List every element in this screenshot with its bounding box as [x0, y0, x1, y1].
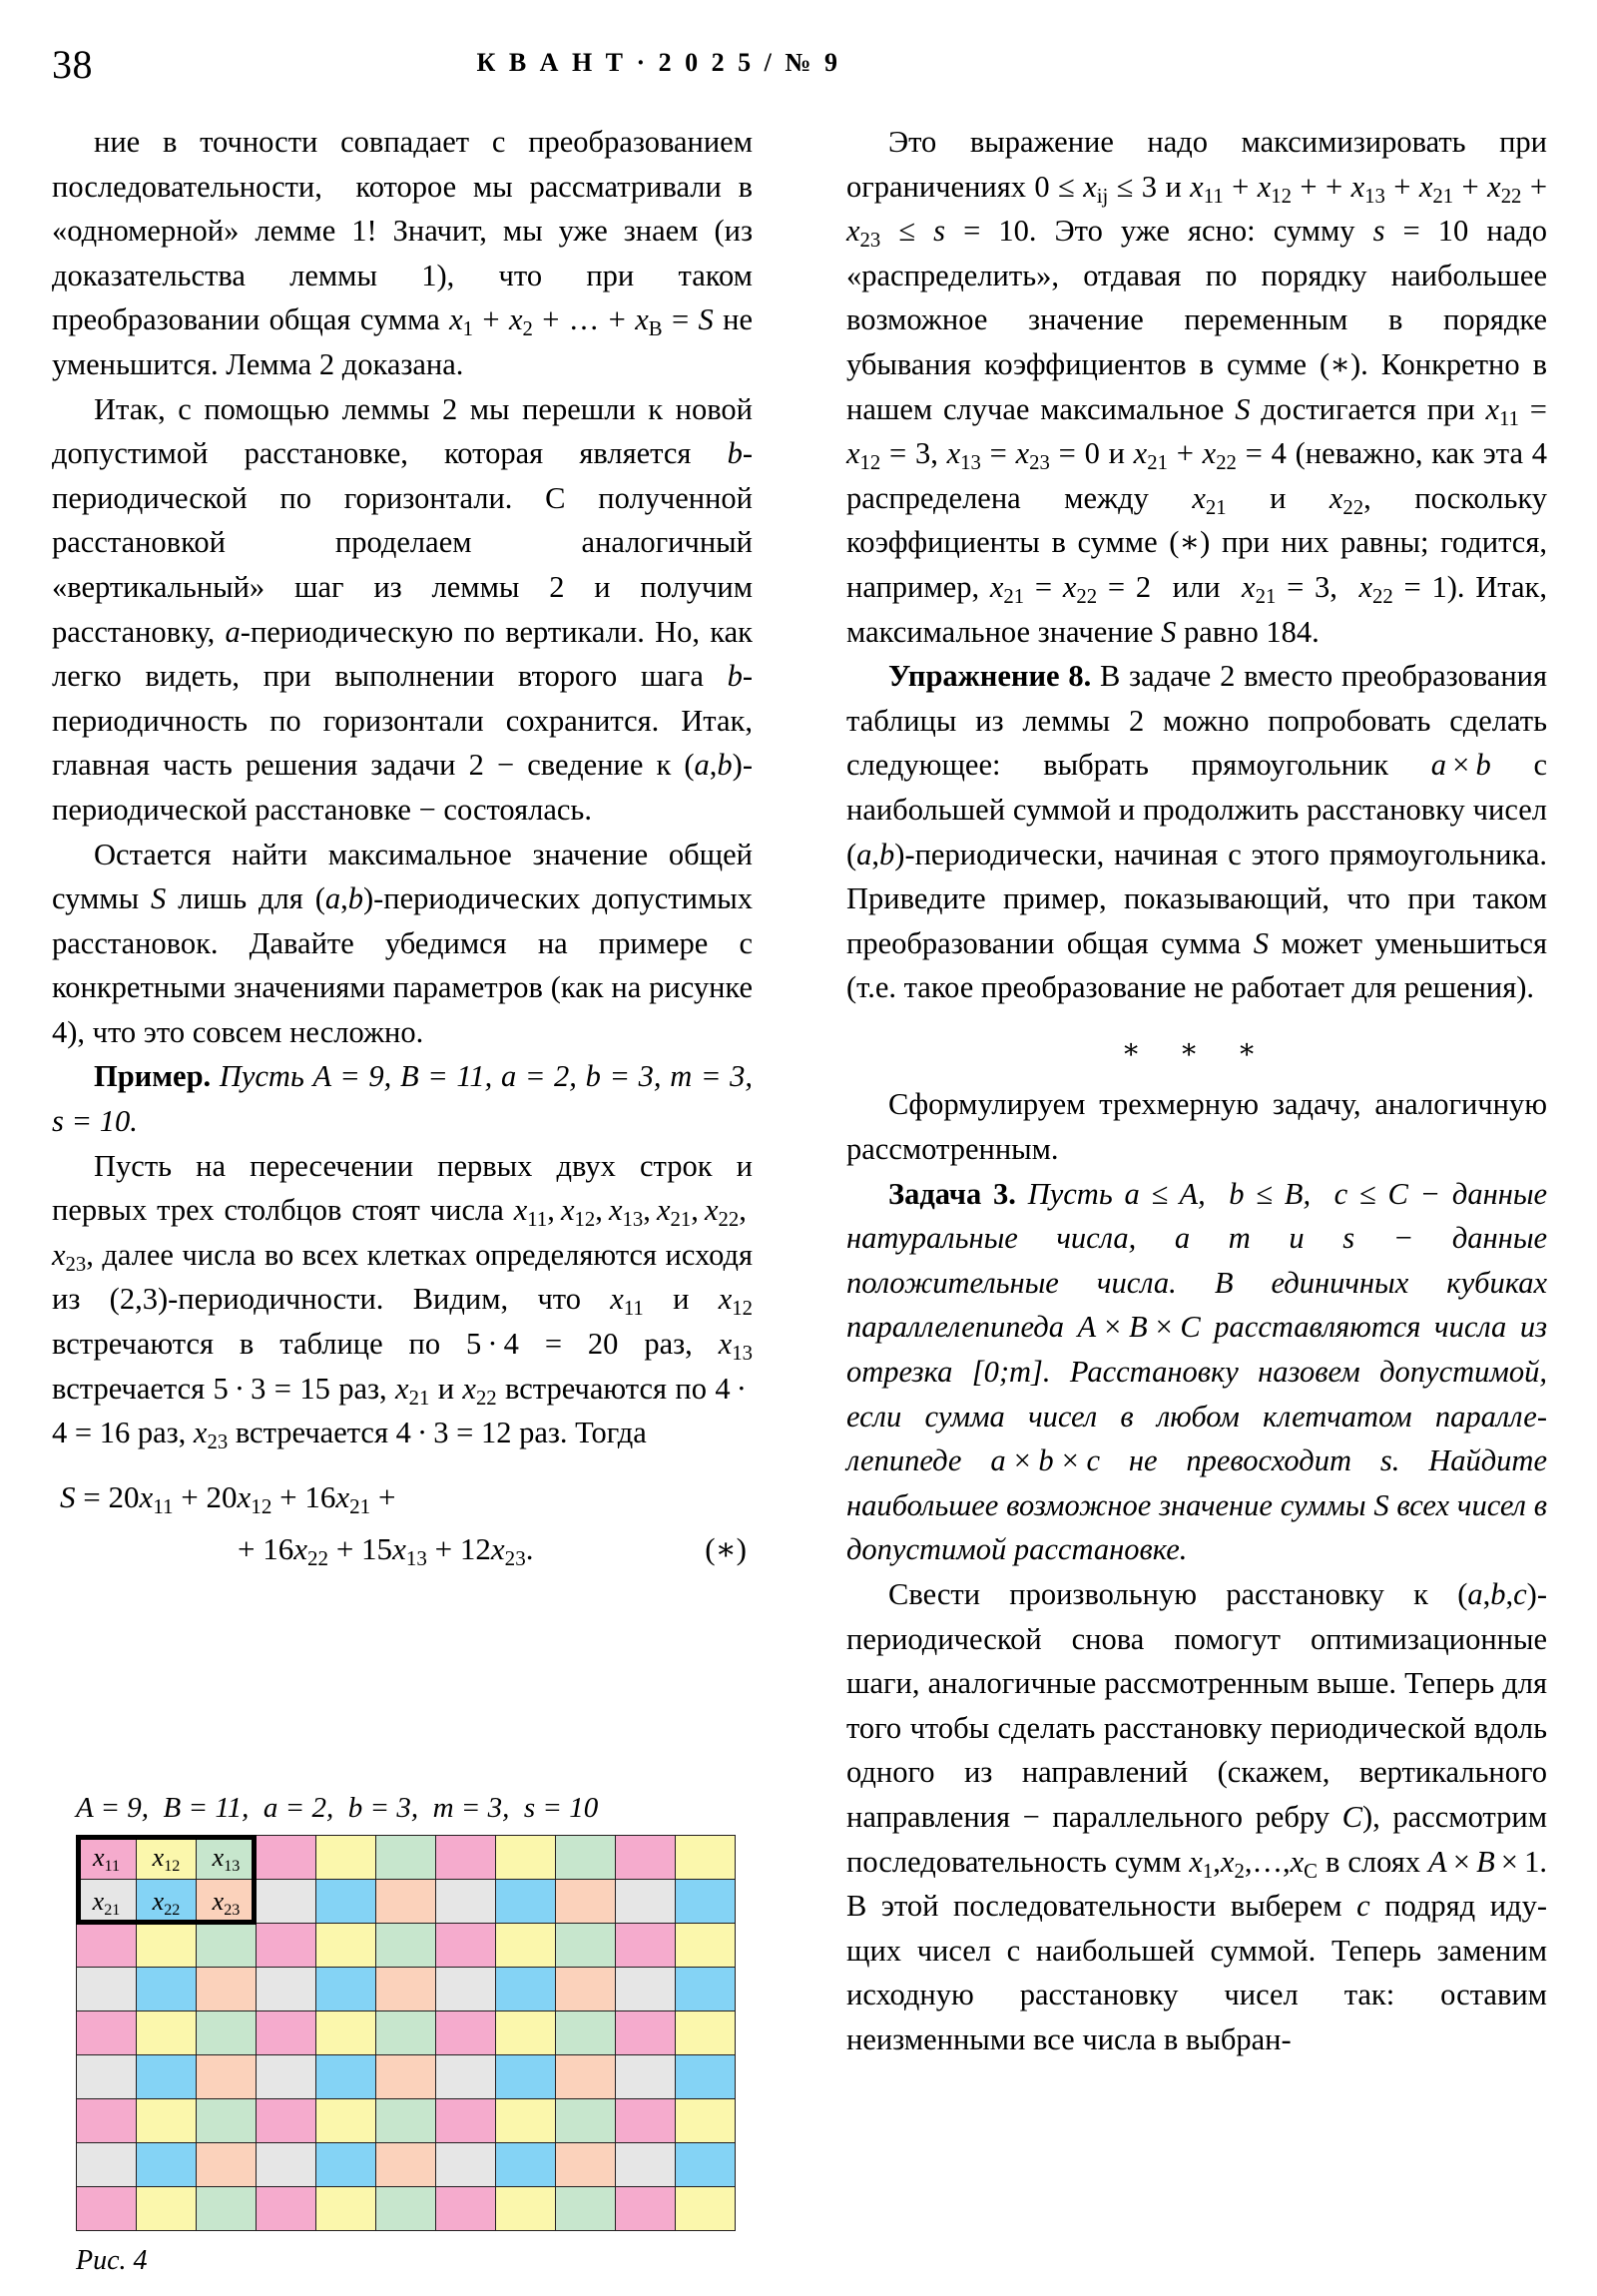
grid-cell — [137, 1924, 197, 1968]
grid-cell — [376, 1924, 436, 1968]
grid-cell — [556, 2099, 616, 2143]
grid-cell — [316, 2011, 376, 2055]
equation-line-2: + $16x_{22} + 15x_{13} + 12x_{23}$. — [238, 1530, 534, 1570]
grid-cell — [257, 1836, 316, 1880]
grid-cell — [436, 1968, 496, 2011]
grid-cell-labelled: $x_{22}$ — [137, 1880, 197, 1924]
grid-cell — [376, 1968, 436, 2011]
grid-cell — [496, 2055, 556, 2099]
grid-cell — [376, 2099, 436, 2143]
grid-cell — [257, 2011, 316, 2055]
section-separator-asterisks: ∗ ∗ ∗ — [1121, 1033, 1273, 1065]
grid-cell — [676, 2011, 736, 2055]
grid-cell — [376, 2011, 436, 2055]
grid-cell — [257, 2187, 316, 2231]
paragraph-problem-3 — [846, 1172, 1547, 1572]
grid-cell — [556, 1880, 616, 1924]
grid-cell — [676, 2143, 736, 2187]
grid-cell — [556, 1968, 616, 2011]
grid-cell — [676, 1836, 736, 1880]
grid-cell — [137, 2099, 197, 2143]
grid-cell — [556, 2143, 616, 2187]
grid-cell — [316, 2187, 376, 2231]
equation-line-1: $S = 20x_{11} + 20x_{12} + 16x_{21}$ + — [60, 1478, 396, 1518]
grid-cell — [316, 2143, 376, 2187]
page-number: 38 — [52, 42, 93, 87]
grid-cell — [616, 2011, 676, 2055]
figure-parameters: A = 9, B = 11, a = 2, b = 3, m = 3, s = 10 — [76, 1792, 599, 1824]
page-header — [0, 42, 1597, 92]
grid-cell-labelled: $x_{11}$ — [77, 1836, 137, 1880]
grid-cell — [676, 2187, 736, 2231]
grid-cell — [77, 2187, 137, 2231]
grid-cell — [77, 1924, 137, 1968]
equation-tag: (∗) — [705, 1530, 747, 1566]
grid-cell — [376, 2143, 436, 2187]
grid-cell — [496, 1924, 556, 1968]
grid-cell — [496, 1836, 556, 1880]
grid-cell — [77, 2143, 137, 2187]
paragraph-reduction-3d: Свести произвольную расстановку к (a,b,c)-периодической снова помогут оптимизационные шаги, аналогичные рассмотренным выше. Теперь для того чтобы сделать расстановку периодической вдоль одного из направлений (скажем, вертикального направления − параллельного ребру C), рассмотрим последовательность сумм $x_1,x_2,\dots,x_C$ в слоях A × B × 1. В этой последовательности выберем c подряд идущих чисел с наибольшей суммой. Теперь заменим исходную расстановку чисел так: оставим неизменными все числа в выбран- — [846, 1577, 1547, 2056]
grid-cell — [616, 2187, 676, 2231]
grid-cell — [197, 2055, 257, 2099]
grid-cell — [616, 1880, 676, 1924]
grid-cell — [257, 1968, 316, 2011]
grid-row — [77, 1924, 736, 1968]
grid-cell — [77, 1968, 137, 2011]
grid-cell — [77, 2099, 137, 2143]
grid-cell — [257, 2055, 316, 2099]
grid-cell — [376, 2055, 436, 2099]
grid-cell — [556, 2011, 616, 2055]
grid-cell — [197, 2187, 257, 2231]
grid-cell-labelled: $x_{21}$ — [77, 1880, 137, 1924]
paragraph-lemma2-proof: ние в точности совпадает с преобразованием последовательности, которое мы рассматривали в «одномерной» лемме 1! Значит, мы уже знаем (из доказательства леммы 1), что при таком преобразовании общая сумма $x_1 + x_2$ + … + $x_B = S$ не уменьшится. Лемма 2 доказана. — [52, 125, 753, 381]
grid-row — [77, 2187, 736, 2231]
grid-cell — [137, 2143, 197, 2187]
grid-cell — [197, 2011, 257, 2055]
grid-cell — [316, 2099, 376, 2143]
grid-cell-labelled: $x_{13}$ — [197, 1836, 257, 1880]
grid-cell — [376, 1880, 436, 1924]
grid-cell — [137, 1968, 197, 2011]
grid-cell — [616, 2099, 676, 2143]
figure-4 — [52, 1789, 753, 2277]
grid-cell — [436, 1924, 496, 1968]
grid-cell — [316, 1836, 376, 1880]
paragraph-example-intro — [52, 1054, 753, 1143]
grid-cell — [137, 2055, 197, 2099]
grid-cell — [316, 1968, 376, 2011]
grid-cell — [376, 2187, 436, 2231]
left-column — [52, 120, 753, 1581]
problem-3-statement: Пусть a ≤ A, b ≤ B, c ≤ C − данные натуральные числа, а m и s − данные положительные числа. В единичных кубиках параллелепипеда A × B × C расставляются числа из отрезка [0;m]. Расстановку назовем допустимой, если сумма чисел в любом клетчатом параллелепипеде a × b × c не превосходит s. Найдите наибольшее возможное значение суммы S всех чисел в допустимой расстановке. — [846, 1176, 1548, 1567]
grid-cell — [137, 2187, 197, 2231]
grid-cell — [197, 1968, 257, 2011]
grid-cell — [616, 1836, 676, 1880]
grid-cell — [257, 1880, 316, 1924]
grid-cell — [257, 1924, 316, 1968]
grid-cell — [316, 1880, 376, 1924]
paragraph-exercise-8: Упражнение 8. В задаче 2 вместо преобразования таблицы из леммы 2 можно попробовать сделать следующее: выбрать прямоугольник a × b с наибольшей суммой и продолжить расстановку чисел (a,b)-периодически, начиная с этого прямоугольника. Приведите пример, показывающий, что при таком преобразовании общая сумма S может уменьшиться (т.е. такое преобразование не работает для решения). — [846, 659, 1548, 1005]
grid-cell — [257, 2099, 316, 2143]
grid-cell — [496, 2187, 556, 2231]
grid-cell — [436, 2099, 496, 2143]
grid-row — [77, 1968, 736, 2011]
periodic-grid — [76, 1835, 736, 2231]
grid-cell — [676, 1880, 736, 1924]
grid-cell — [197, 2143, 257, 2187]
grid-cell — [496, 1880, 556, 1924]
grid-cell — [616, 1924, 676, 1968]
grid-row — [77, 2099, 736, 2143]
figure-caption: Рис. 4 — [76, 2245, 148, 2276]
grid-cell — [616, 2055, 676, 2099]
grid-cell — [676, 2055, 736, 2099]
grid-cell — [316, 1924, 376, 1968]
example-statement: Пусть A = 9, B = 11, a = 2, b = 3, m = 3, s = 10. — [52, 1059, 753, 1139]
paragraph-example-body: Пусть на пересечении первых двух строк и первых трех столбцов стоят числа $x_{11}$, $x_{12}$, $x_{13}$, $x_{21}$, $x_{22}$, $x_{23}$, далее числа во всех клетках определяются исходя из (2,3)-периодичности. Видим, что $x_{11}$ и $x_{12}$ встречаются в таблице по 5 · 4 = 20 раз, $x_{13}$ встречается 5 · 3 = 15 раз, $x_{21}$ и $x_{22}$ встречаются по 4 · 4 = 16 раз, $x_{23}$ встречается 4 · 3 = 12 раз. Тогда — [52, 1148, 753, 1454]
right-column — [846, 120, 1547, 2062]
grid-cell — [77, 2011, 137, 2055]
problem-3-label: Задача 3. — [888, 1176, 1016, 1211]
grid-cell — [676, 1968, 736, 2011]
grid-cell — [436, 2011, 496, 2055]
grid-cell — [676, 2099, 736, 2143]
grid-cell — [556, 1924, 616, 1968]
grid-cell — [257, 2143, 316, 2187]
displayed-equation — [52, 1471, 753, 1575]
grid-cell-labelled: $x_{23}$ — [197, 1880, 257, 1924]
grid-row — [77, 2143, 736, 2187]
grid-cell — [197, 1924, 257, 1968]
figure-grid-wrapper — [52, 1835, 753, 2231]
journal-title-line: К В А Н Т · 2 0 2 5 / № 9 — [476, 48, 841, 77]
paragraph-remaining-task: Остается найти максимальное значение общей суммы S лишь для (a,b)-периодических допустимых расстановок. Давайте убедимся на примере с конкретными значениями параметров (как на рисунке 4), что это совсем несложно. — [52, 837, 753, 1049]
grid-row — [77, 2011, 736, 2055]
grid-row — [77, 2055, 736, 2099]
grid-cell — [556, 1836, 616, 1880]
grid-row — [77, 1880, 736, 1924]
example-label: Пример. — [94, 1059, 212, 1094]
grid-cell — [616, 2143, 676, 2187]
grid-cell — [496, 1968, 556, 2011]
grid-cell — [496, 2011, 556, 2055]
grid-cell — [496, 2143, 556, 2187]
grid-cell — [197, 2099, 257, 2143]
grid-cell — [436, 1836, 496, 1880]
grid-cell — [556, 2055, 616, 2099]
grid-cell — [436, 2055, 496, 2099]
grid-cell — [676, 1924, 736, 1968]
grid-cell — [436, 2143, 496, 2187]
grid-cell — [436, 1880, 496, 1924]
grid-row — [77, 1836, 736, 1880]
paragraph-periodic-reduction: Итак, с помощью леммы 2 мы перешли к новой допустимой расстановке, которая является b-периодической по горизонтали. С полученной расстановкой проделаем аналогичный «вертикальный» шаг из леммы 2 и получим расстановку, a-периодическую по вертикали. Но, как легко видеть, при выполнении второго шага b-периодичность по горизонтали сохранится. Итак, главная часть решения задачи 2 − сведение к (a,b)-периодической расстановке − состоялась. — [52, 391, 753, 827]
paragraph-maximize: Это выражение надо максимизировать при ограничениях $0 \le x_{ij} \le 3$ и $x_{11} + x_{12}$ + + $x_{13} + x_{21} + x_{22} + x_{23} \le s = 10$. Это уже ясно: сумму s = 10 надо «распределить», отдавая по порядку наибольшее возможное значение переменным в порядке убывания коэффициентов в сумме (∗). Конкретно в нашем случае максимальное S достигается при $x_{11} = x_{12} = 3$, $x_{13} = x_{23} = 0$ и $x_{21} + x_{22} = 4$ (неважно, как эта 4 распределена между $x_{21}$ и $x_{22}$, поскольку коэффициенты в сумме (∗) при них равны; годится, например, $x_{21} = x_{22} = 2$ или $x_{21} = 3$, $x_{22} = 1$). Итак, максимальное значение S равно 184. — [846, 125, 1548, 649]
exercise-label: Упражнение 8. — [888, 659, 1092, 694]
grid-cell — [77, 2055, 137, 2099]
grid-cell — [137, 2011, 197, 2055]
paragraph-three-dim-intro: Сформулируем трехмерную задачу, аналогичную рассмотренным. — [846, 1087, 1547, 1167]
grid-cell — [436, 2187, 496, 2231]
grid-cell — [316, 2055, 376, 2099]
grid-cell — [376, 1836, 436, 1880]
grid-cell — [616, 1968, 676, 2011]
grid-cell — [556, 2187, 616, 2231]
grid-cell-labelled: $x_{12}$ — [137, 1836, 197, 1880]
grid-cell — [496, 2099, 556, 2143]
